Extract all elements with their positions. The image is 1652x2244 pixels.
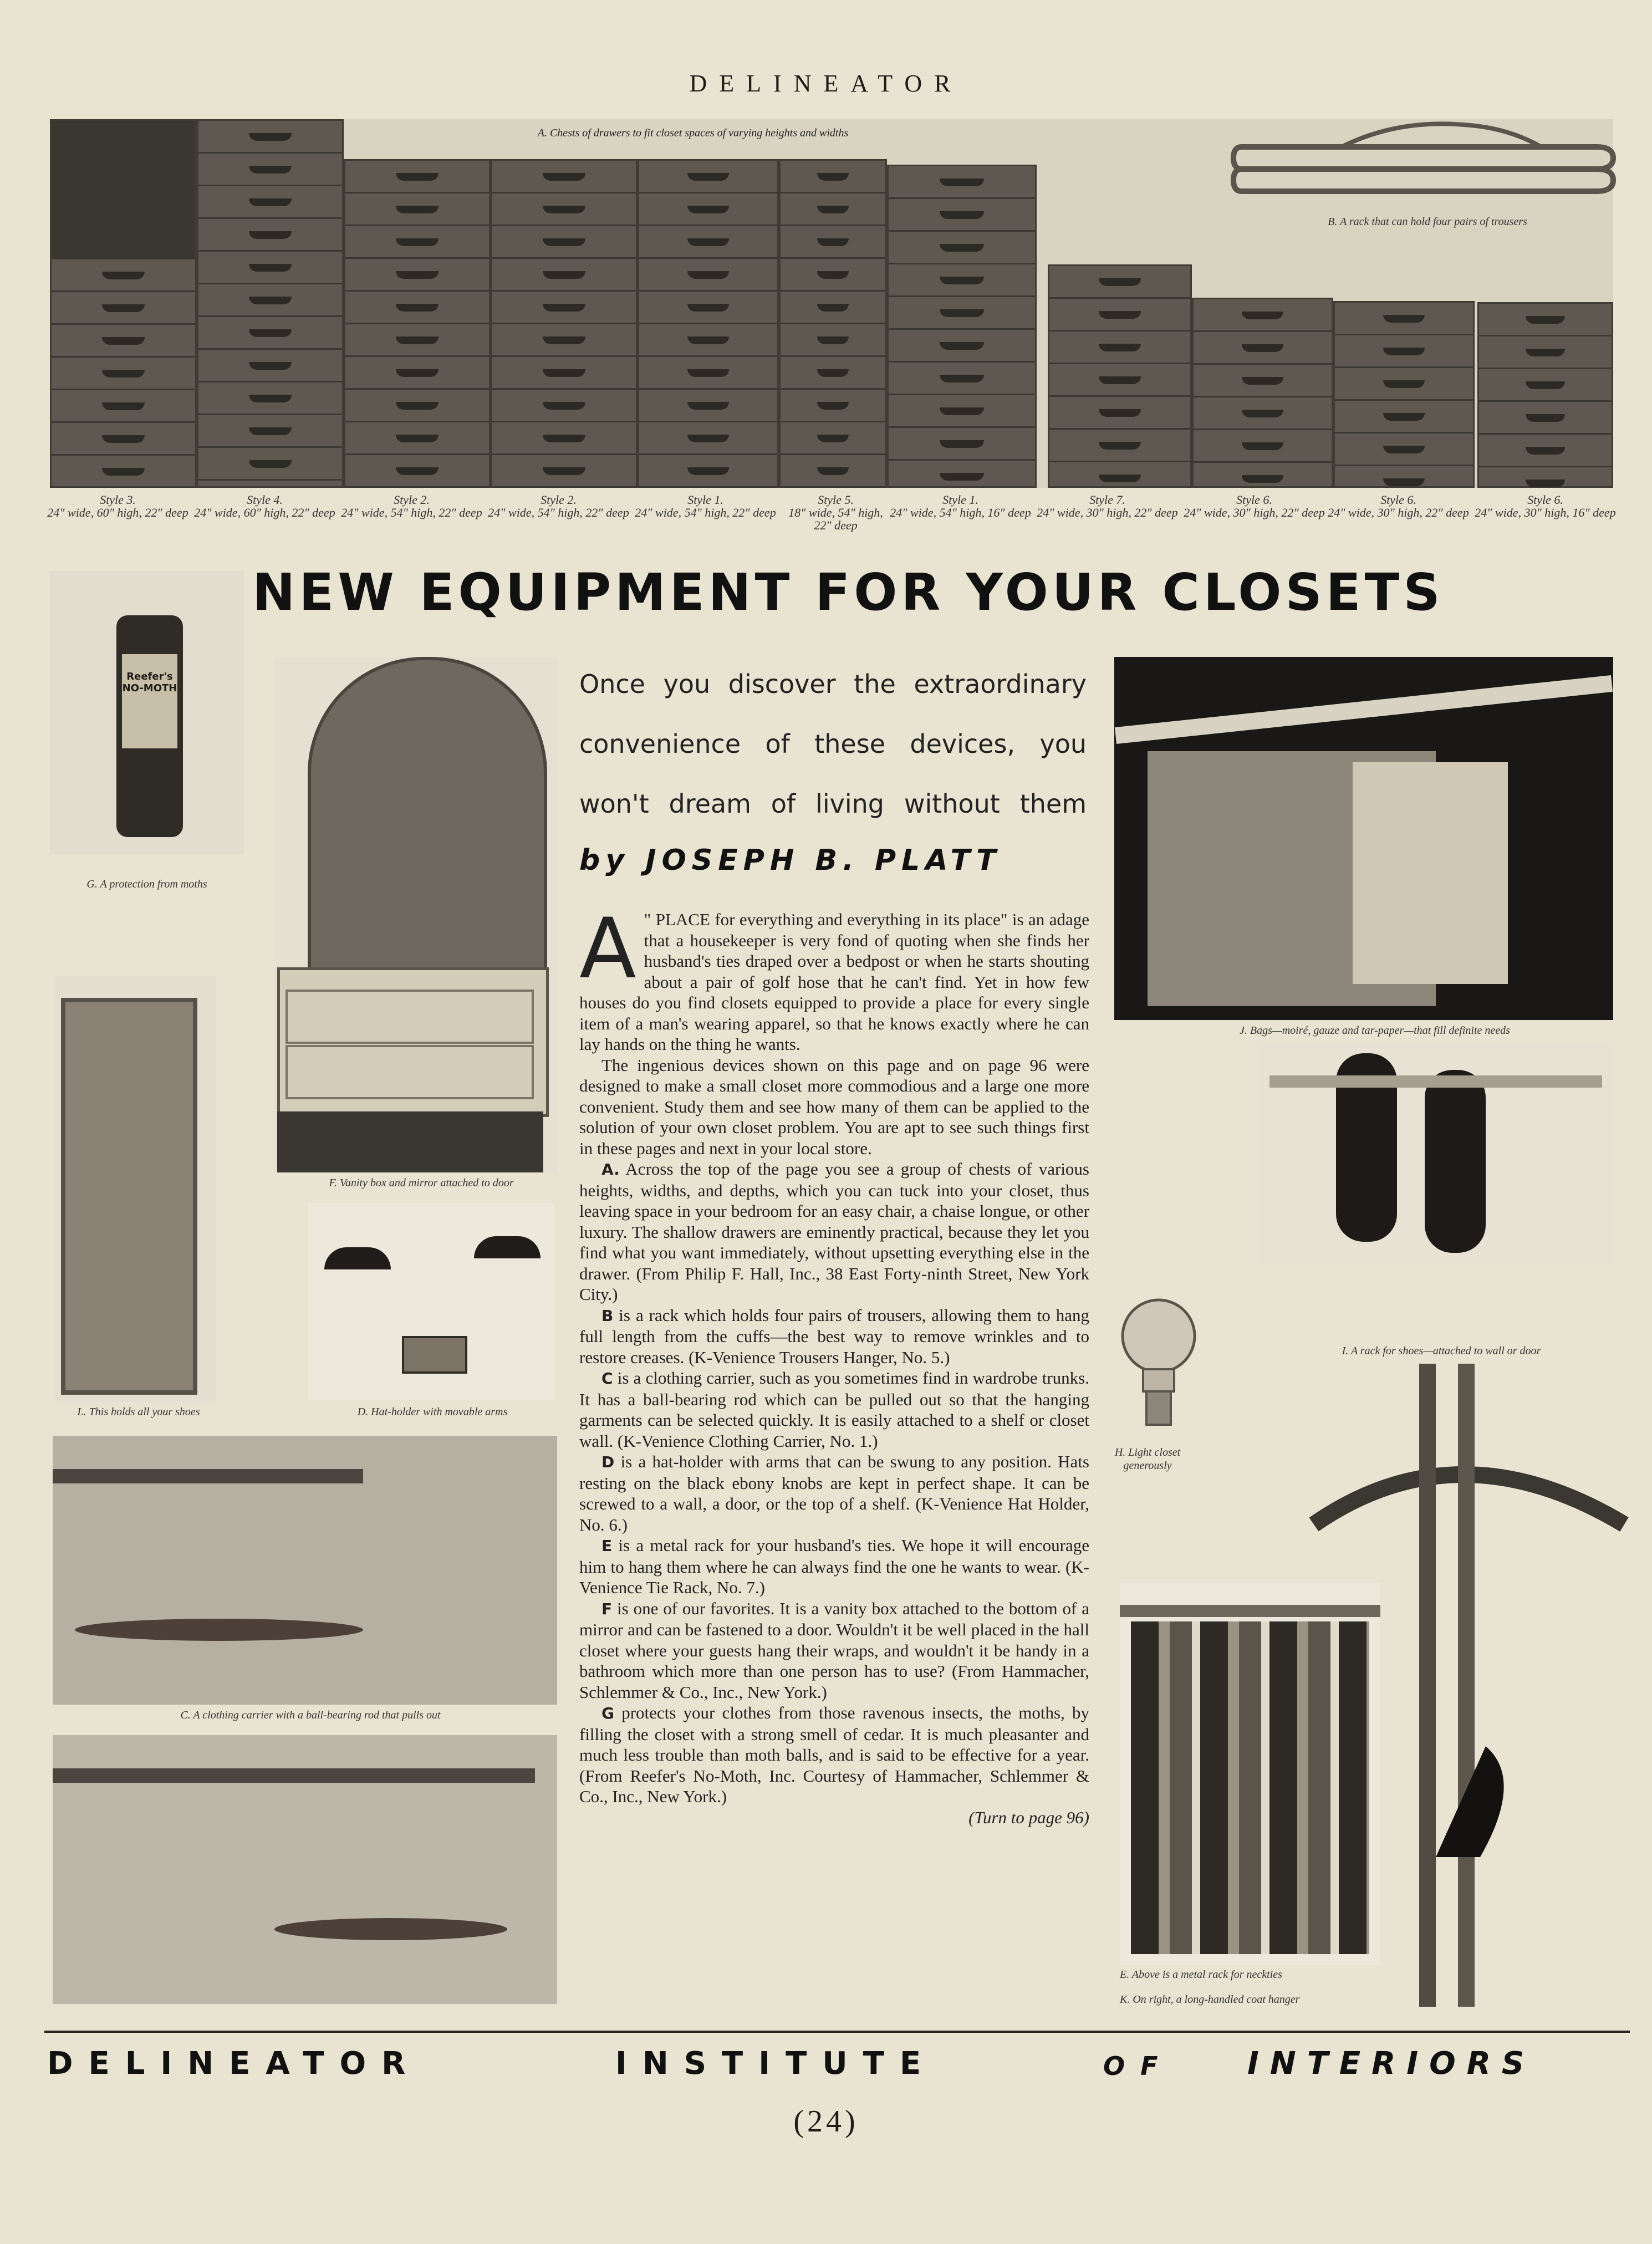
chest-label: Style 2. 24" wide, 54" high, 22" deep	[341, 493, 482, 519]
chest-style-6-b	[1333, 301, 1475, 488]
chest-label: Style 6. 24" wide, 30" high, 16" deep	[1475, 493, 1616, 519]
footer-of: OF	[1103, 2051, 1174, 2081]
hat-holder-photo	[308, 1203, 554, 1400]
moth-product: NO-MOTH	[122, 682, 177, 694]
caption-l: L. This holds all your shoes	[77, 1406, 200, 1418]
chest-label: Style 6. 24" wide, 30" high, 22" deep	[1184, 493, 1325, 519]
paragraph-d: D is a hat-holder with arms that can be swung to any position. Hats resting on the black ebony knobs are kept in perfect shape. It can be screwed to a wall, a door, or the top of a shelf. (K-Venience Hat Holder, No. 6.)	[579, 1452, 1089, 1534]
paragraph-a: A. Across the top of the page you see a group of chests of various heights, widths, and depths, which you can tuck into your closet, thus leaving space in your bedroom for an easy chair, a chaise longue, or other luxury. The shallow drawers are eminently practical, because they let you find what you want immediately, without upsetting everything else in the drawer. (From Philip F. Hall, Inc., 38 East Forty-ninth Street, New York City.)	[579, 1159, 1089, 1304]
page-number: (24)	[793, 2104, 859, 2139]
chest-label: Style 3. 24" wide, 60" high, 22" deep	[47, 493, 188, 519]
shoe-wall-rack-photo	[1258, 1042, 1613, 1264]
chest-style-2-b	[491, 159, 638, 488]
caption-a: A. Chests of drawers to fit closet spaces of varying heights and widths	[537, 127, 849, 139]
article-body	[579, 901, 1089, 1828]
chest-label: Style 5. 18" wide, 54" high, 22" deep	[788, 493, 883, 532]
caption-k: K. On right, a long-handled coat hanger	[1120, 1993, 1300, 2006]
trousers-rack-image	[1231, 114, 1619, 208]
chest-style-3	[50, 119, 197, 488]
light-bulb-image	[1120, 1292, 1197, 1447]
caption-i: I. A rack for shoes—attached to wall or door	[1342, 1345, 1541, 1357]
vanity-mirror-photo	[274, 657, 557, 1172]
chest-label: Style 6. 24" wide, 30" high, 22" deep	[1328, 493, 1469, 519]
footer-institute: INSTITUTE	[615, 2046, 937, 2082]
headline: NEW EQUIPMENT FOR YOUR CLOSETS	[252, 563, 1444, 622]
moth-brand: Reefer's	[126, 671, 173, 682]
caption-d: D. Hat-holder with movable arms	[357, 1406, 508, 1418]
chest-label: Style 4. 24" wide, 60" high, 22" deep	[194, 493, 335, 519]
footer-rule	[44, 2031, 1630, 2033]
caption-j: J. Bags—moiré, gauze and tar-paper—that fill definite needs	[1240, 1024, 1510, 1037]
caption-c: C. A clothing carrier with a ball-bearing rod that pulls out	[180, 1709, 441, 1721]
article-deck: Once you discover the extraordinary convenience of these devices, you won't dream of living without them	[579, 669, 1087, 819]
chest-label: Style 2. 24" wide, 54" high, 22" deep	[488, 493, 629, 519]
magazine-header: DELINEATOR	[689, 70, 963, 97]
chest-label: Style 1. 24" wide, 54" high, 22" deep	[635, 493, 776, 519]
chest-style-7	[1048, 264, 1192, 488]
article-byline: by JOSEPH B. PLATT	[579, 844, 1002, 877]
chest-style-2-a	[344, 159, 491, 488]
garment-bags-photo	[1114, 657, 1613, 1020]
caption-f: F. Vanity box and mirror attached to door	[329, 1177, 514, 1189]
chest-label: Style 1. 24" wide, 54" high, 16" deep	[890, 493, 1031, 519]
paragraph: The ingenious devices shown on this page and on page 96 were designed to make a small closet more commodious and a large one more convenient. Study them and see how many of them can be applied to the solution of your own closet problem. You are apt to see such things first in these pages and next in your local store.	[579, 1055, 1089, 1158]
caption-e: E. Above is a metal rack for neckties	[1120, 1968, 1282, 1981]
clothing-carrier-photo-2	[53, 1735, 557, 2004]
shoe-shelf-photo	[55, 976, 216, 1402]
paragraph-b: B is a rack which holds four pairs of trousers, allowing them to hang full length from the cuffs—the best way to remove wrinkles and to restore creases. (K-Venience Trousers Hanger, No. 5.)	[579, 1305, 1089, 1367]
chest-style-4	[197, 119, 344, 488]
paragraph-e: E is a metal rack for your husband's ties. We hope it will encourage him to hang them where he can always find the one he wants to wear. (K-Venience Tie Rack, No. 7.)	[579, 1536, 1089, 1597]
coat-hanger-image	[1292, 1358, 1635, 2012]
paragraph-c: C is a clothing carrier, such as you sometimes find in wardrobe trunks. It has a ball-bearing rod which can be pulled out so that the hanging garments can be selected quickly. It is easily attached to a shelf or closet wall. (K-Venience Clothing Carrier, No. 1.)	[579, 1368, 1089, 1451]
caption-g: G. A protection from moths	[86, 878, 207, 890]
chest-style-1-a	[638, 159, 779, 488]
paragraph-g: G protects your clothes from those ravenous insects, the moths, by filling the closet with a strong smell of cedar. It is much pleasanter and much less trouble than moth balls, and is said to be effective for a year. (From Reefer's No-Moth, Inc. Courtesy of Hammacher, Schlemmer & Co., Inc., New York.)	[579, 1703, 1089, 1806]
footer-delineator: DELINEATOR	[47, 2046, 421, 2082]
chest-label: Style 7. 24" wide, 30" high, 22" deep	[1037, 493, 1178, 519]
drop-cap: A	[579, 901, 636, 997]
clothing-carrier-photo-1	[53, 1436, 557, 1705]
footer-interiors: INTERIORS	[1247, 2046, 1536, 2082]
chest-style-6-a	[1192, 298, 1333, 488]
chest-style-6-c	[1477, 302, 1613, 488]
chest-style-5	[779, 159, 887, 488]
caption-h: H. Light closet generously	[1114, 1446, 1181, 1472]
chest-style-1-b	[887, 165, 1037, 488]
paragraph-intro: " A PLACE for everything and everything in its place" is an adage that a housekeeper is very fond of quoting when she finds her husband's ties draped over a bedpost or when he starts shouting about a pair of golf hose that he can't find. Yet in how few houses do you find closets equipped to provide a place for every single item of a man's wearing apparel, so that he knows exactly where he can lay hands on the thing he wants.	[579, 901, 1089, 1054]
moth-protector-photo	[50, 571, 244, 854]
caption-b: B. A rack that can hold four pairs of trousers	[1328, 216, 1527, 228]
turn-page-note: (Turn to page 96)	[968, 1807, 1089, 1827]
paragraph-f: F is one of our favorites. It is a vanity box attached to the bottom of a mirror and can be fastened to a door. Wouldn't it be well placed in the hall closet where your guests hang their wraps, and wouldn't it be handy in a bathroom which more than one person has to use? (From Hammacher, Schlemmer & Co., Inc., New York.)	[579, 1598, 1089, 1702]
